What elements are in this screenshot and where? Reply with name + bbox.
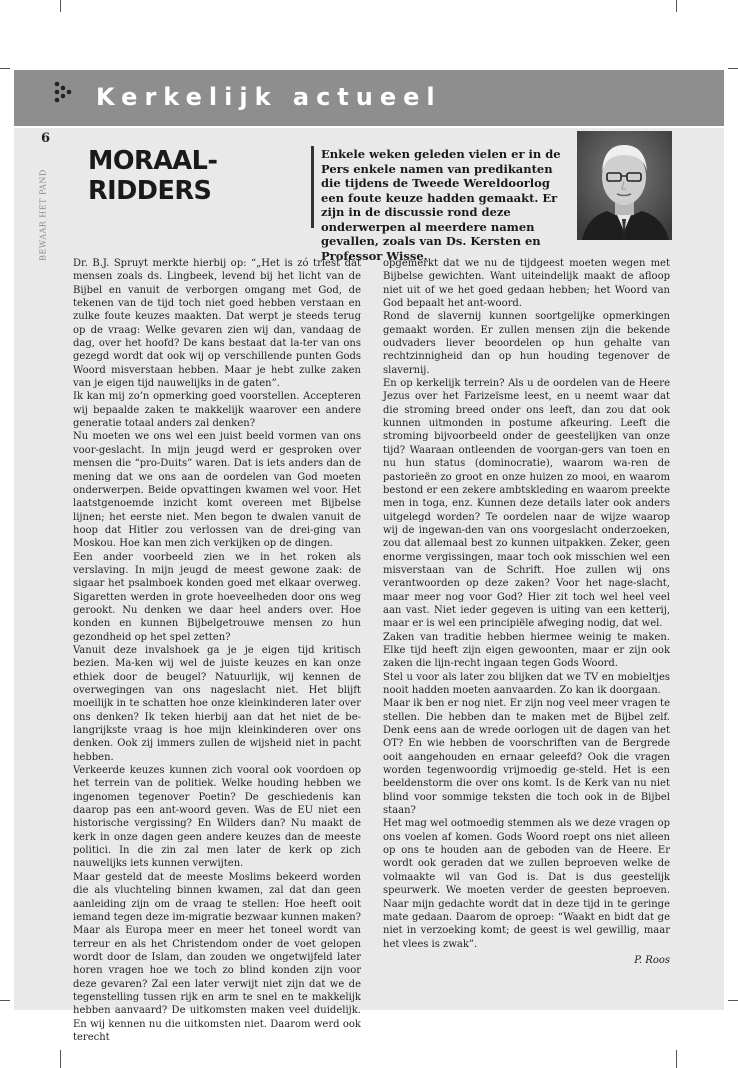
paragraph: Verkeerde keuzes kunnen zich vooral ook voordoen op het terrein van de politiek. Welke houding hebben we ingenomen tegenover Poetin? De geschiedenis kan daarop pas een ant-woord geven. Was de EU niet een historische vergissing? En Wilders dan? Nu maakt de kerk in onze dagen geen andere keuzes dan de meeste politici. In die zin zal men later de kerk op zich nauwelijks iets kunnen verwijten.: [73, 765, 361, 870]
crop-mark: [60, 0, 61, 12]
paragraph: Nu moeten we ons wel een juist beeld vormen van ons voor-geslacht. In mijn jeugd werd er gesproken over mensen die “pro-Duits” waren. Dat is iets anders dan de mening dat we ons aan de oordelen van God moeten onderwerpen. Beide opvattingen kwamen wel voor. Het laatstgenoemde inzicht komt overeen met Bijbelse lijnen; het eerste niet. Men begon te dwalen vanuit de hoop dat Hitler zou verlossen van de drei-ging van Moskou. Hoe kan men zich verkijken op de dingen.: [73, 431, 361, 550]
paragraph: Maar gesteld dat de meeste Moslims bekeerd worden die als vluchteling binnen kwamen, zal dat dan geen aanleiding zijn om de vraag te stellen: Hoe heeft ooit iemand tegen deze im-migratie bezwaar kunnen maken? Maar als Europa meer en meer het toneel wordt van terreur en als het Christendom onder de voet gelopen wordt door de Islam, dan zouden we ongetwijfeld later horen vragen hoe we toch zo blind konden zijn voor deze gevaren? Zal een later verwijt niet zijn dat we de tegenstelling tussen rijk en arm te snel en te makkelijk hebben aanvaard? De uitkomsten maken veel duidelijk. En wij kennen nu die uitkomsten niet. Daarom werd ook terecht: [73, 871, 361, 1043]
article-title: [88, 146, 218, 206]
article-intro: Enkele weken geleden vielen er in de Pers enkele namen van predikanten die tijdens de Tweede Wereldoorlog een foute keuze hadden gemaakt. Er zijn in de discussie rond deze onderwerpen al meerdere namen gevallen, zoals van Ds. Kersten en Professor Wisse.: [321, 147, 561, 263]
author-signature: P. Roos: [634, 954, 670, 966]
crop-mark: [60, 1050, 61, 1068]
paragraph: Het mag wel ootmoedig stemmen als we deze vragen op ons voelen af komen. Gods Woord roept ons niet alleen op ons te houden aan de geboden van de Heere. Er wordt ook geraden dat we zullen beproeven welke de volmaakte wil van God is. Dat is dus geestelijk speurwerk. We moeten verder de geesten beproeven. Naar mijn gedachte wordt dat in deze tijd in te geringe mate gedaan. Daarom de oproep: “Waakt en bidt dat ge niet in verzoeking komt; de geest is wel gewillig, maar het vlees is zwak”.: [383, 818, 670, 950]
section-title: Kerkelijk actueel: [96, 83, 442, 111]
article-title-line1: MORAAL-: [88, 146, 218, 176]
article-column-1: [73, 257, 361, 1044]
side-label-text: BEWAAR HET PAND: [38, 169, 48, 261]
side-label: [33, 160, 53, 270]
crop-mark: [676, 0, 677, 12]
author-portrait: [577, 131, 672, 240]
crop-mark: [676, 1050, 677, 1068]
paragraph: Stel u voor als later zou blijken dat we TV en mobieltjes nooit hadden moeten aanvaarden. Zo kan ik doorgaan.: [383, 671, 670, 696]
paragraph: Zaken van traditie hebben hiermee weinig te maken. Elke tijd heeft zijn eigen gewoonten, maar er zijn ook zaken die lijn-recht ingaan tegen Gods Woord.: [383, 631, 670, 670]
paragraph: En op kerkelijk terrein? Als u de oordelen van de Heere Jezus over het Farizeïsme leest, en u neemt waar dat die stroming breed onder ons leeft, dan zou dat ook kunnen uitmonden in postume afkeuring. Leeft die stroming bijvoorbeeld onder de geestelijken van onze tijd? Waaraan ontleenden de voorgan-gers van toen en nu hun status (dominocratie), waarom wa-ren de pastorieën zo groot en onze huizen zo mooi, en waarom bestond er een zekere ambtskleding en waarom preekte men in toga, enz. Kunnen deze details later ook anders uitgelegd worden? Te oordelen naar de wijze waarop wij de ingewan-den van ons voorgeslacht onderzoeken, zou dat allemaal best zo kunnen uitpakken. Zeker, geen enorme vergissingen, maar toch ook misschien wel een misverstaan van de Schrift. Hoe zullen wij ons verantwoorden op deze zaken? Voor het nage-slacht, maar meer nog voor God? Hier zit toch wel heel veel aan vast. Niet ieder gegeven is uiting van een ketterij, maar er is wel een principiële afweging nodig, dat wel.: [383, 378, 670, 630]
crop-mark: [0, 68, 10, 69]
page-number: 6: [41, 131, 51, 146]
paragraph: Rond de slavernij kunnen soortgelijke opmerkingen gemaakt worden. Er zullen mensen zijn die bekende oudvaders liever beoordelen op hun gehalte van rechtzinnigheid dan op hun houding tegenover de slavernij.: [383, 311, 670, 376]
article-column-2: [383, 257, 670, 967]
paragraph: Een ander voorbeeld zien we in het roken als verslaving. In mijn jeugd de meest gewone zaak: de sigaar het psalmboek konden goed met elkaar overweg. Sigaretten werden in grote hoeveelheden door ons weg gerookt. Nu denken we daar heel anders over. Hoe konden en kunnen Bijbelgetrouwe mensen zo hun gezondheid op het spel zetten?: [73, 551, 361, 643]
crop-mark: [728, 68, 738, 69]
paragraph: Maar ik ben er nog niet. Er zijn nog veel meer vragen te stellen. Die hebben dan te maken met de Bijbel zelf. Denk eens aan de wrede oorlogen uit de dagen van het OT? En wie hebben de voorschriften van de Bergrede ooit aangehouden en ernaar geleefd? Ook die vragen worden tegenwoordig vrijmoedig ge-steld. Het is een beeldenstorm die over ons komt. Is de Kerk van nu niet blind voor sommige teksten die toch ook in de Bijbel staan?: [383, 698, 670, 817]
intro-rule: [311, 146, 314, 228]
article-title-line2: RIDDERS: [88, 176, 212, 206]
paragraph: opgemerkt dat we nu de tijdgeest moeten wegen met Bijbelse gewichten. Want uiteindelijk maakt de afloop niet uit of we het goed gedaan hebben; het Woord van God bepaalt het ant-woord.: [383, 258, 670, 310]
dots-arrow-icon: [50, 80, 74, 104]
crop-mark: [0, 1000, 10, 1001]
paragraph: Ik kan mij zo’n opmerking goed voorstellen. Accepteren wij bepaalde zaken te makkelijk waarover een andere generatie totaal anders zal denken?: [73, 391, 361, 430]
paragraph: Vanuit deze invalshoek ga je je eigen tijd kritisch bezien. Ma-ken wij wel de juiste keuzes en kan onze ethiek door de beugel? Natuurlijk, wij kennen de overwegingen van ons nageslacht niet. Het blijft moeilijk in te schatten hoe onze kleinkinderen later over ons denken? Ik teken hierbij aan dat het niet de be-langrijkste vraag is hoe mijn kleinkinderen over ons denken. Ook zij immers zullen de wijsheid niet in pacht hebben.: [73, 644, 361, 763]
paragraph: Dr. B.J. Spruyt merkte hierbij op: “„Het is zó triest dat mensen zoals ds. Lingbeek, levend bij het licht van de Bijbel en vanuit de verborgen omgang met God, de tekenen van de tijd toch niet goed hebben verstaan en zulke foute keuzes maakten. Dat werpt je steeds terug op de vraag: Welke gevaren zien wij dan, vandaag de dag, over het hoofd? De kans bestaat dat la-ter van ons gezegd wordt dat ook wij op verschillende punten Gods Woord misverstaan hebben. Maar je hebt zulke zaken van je eigen tijd nauwelijks in de gaten”.: [73, 258, 361, 390]
crop-mark: [728, 1000, 738, 1001]
